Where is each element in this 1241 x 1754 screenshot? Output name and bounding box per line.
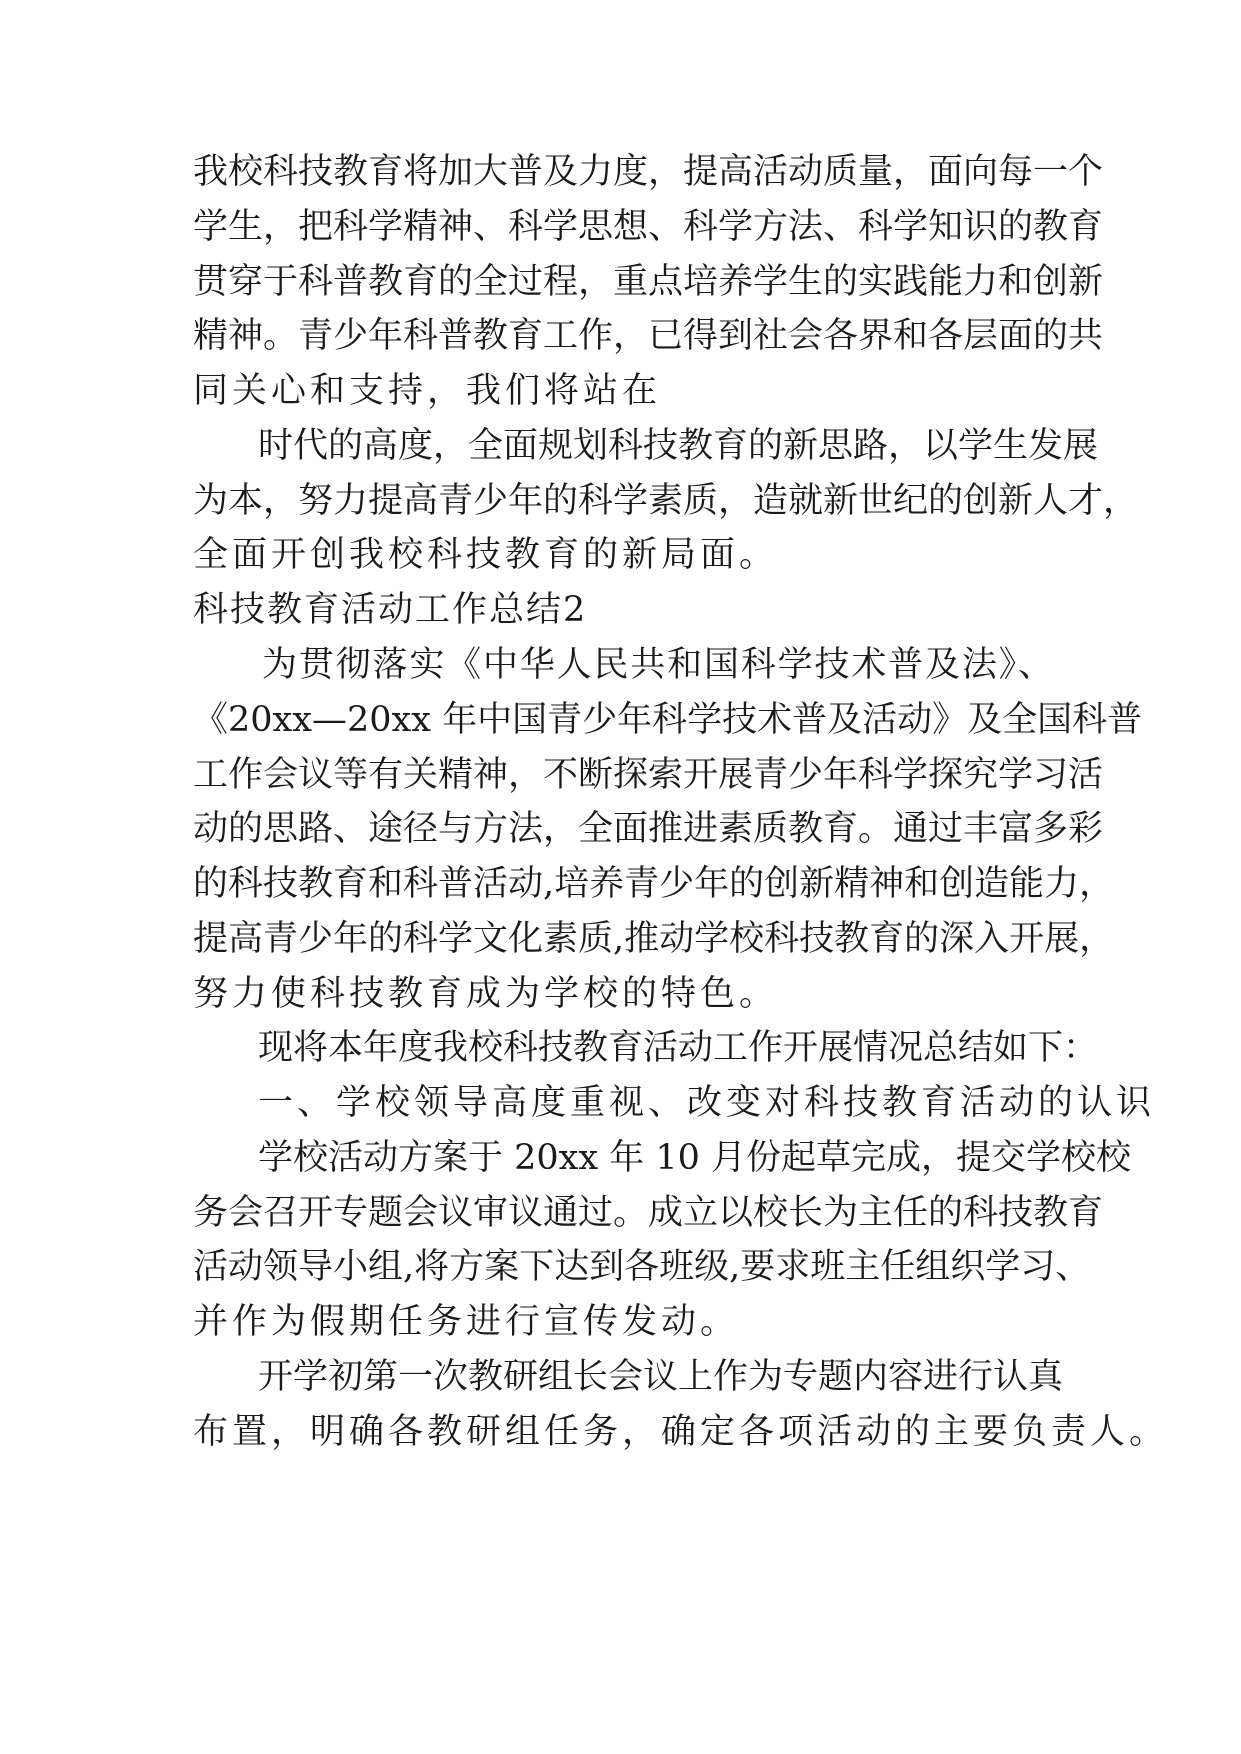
text-line: 同关心和支持，我们将站在 bbox=[193, 371, 662, 411]
text-line: 《20xx—20xx 年中国青少年科学技术普及活动》及全国科普 bbox=[193, 700, 1143, 740]
text-line: 精神。青少年科普教育工作，已得到社会各界和各层面的共 bbox=[193, 316, 1104, 356]
text-line: 全面开创我校科技教育的新局面。 bbox=[193, 535, 779, 575]
text-line: 时代的高度，全面规划科技教育的新思路，以学生发展 bbox=[258, 426, 1099, 466]
section-heading: 一、学校领导高度重视、改变对科技教育活动的认识 bbox=[258, 1083, 1156, 1123]
text-line: 我校科技教育将加大普及力度，提高活动质量，面向每一个 bbox=[193, 152, 1104, 192]
text-line: 现将本年度我校科技教育活动工作开展情况总结如下： bbox=[258, 1028, 1099, 1068]
text-line: 提高青少年的科学文化素质,推动学校科技教育的深入开展， bbox=[193, 919, 1115, 959]
text-line: 布置，明确各教研组任务，确定各项活动的主要负责人。 bbox=[193, 1412, 1169, 1452]
text-line: 动的思路、途径与方法，全面推进素质教育。通过丰富多彩 bbox=[193, 809, 1104, 849]
text-line: 的科技教育和科普活动,培养青少年的创新精神和创造能力， bbox=[193, 864, 1115, 904]
section-heading: 科技教育活动工作总结2 bbox=[193, 590, 588, 630]
text-line: 努力使科技教育成为学校的特色。 bbox=[193, 974, 779, 1014]
text-line: 学校活动方案于 20xx 年 10 月份起草完成，提交学校校 bbox=[258, 1138, 1132, 1178]
text-line: 活动领导小组,将方案下达到各班级,要求班主任组织学习、 bbox=[193, 1247, 1091, 1287]
text-line: 工作会议等有关精神，不断探索开展青少年科学探究学习活 bbox=[193, 755, 1104, 795]
text-line: 贯穿于科普教育的全过程，重点培养学生的实践能力和创新 bbox=[193, 262, 1104, 302]
text-line: 为贯彻落实《中华人民共和国科学技术普及法》、 bbox=[262, 645, 1053, 685]
text-line: 开学初第一次教研组长会议上作为专题内容进行认真 bbox=[258, 1357, 1064, 1397]
text-line: 为本，努力提高青少年的科学素质，造就新世纪的创新人才， bbox=[193, 481, 1139, 521]
text-line: 并作为假期任务进行宣传发动。 bbox=[193, 1302, 740, 1342]
text-line: 务会召开专题会议审议通过。成立以校长为主任的科技教育 bbox=[193, 1193, 1104, 1233]
text-line: 学生，把科学精神、科学思想、科学方法、科学知识的教育 bbox=[193, 207, 1104, 247]
